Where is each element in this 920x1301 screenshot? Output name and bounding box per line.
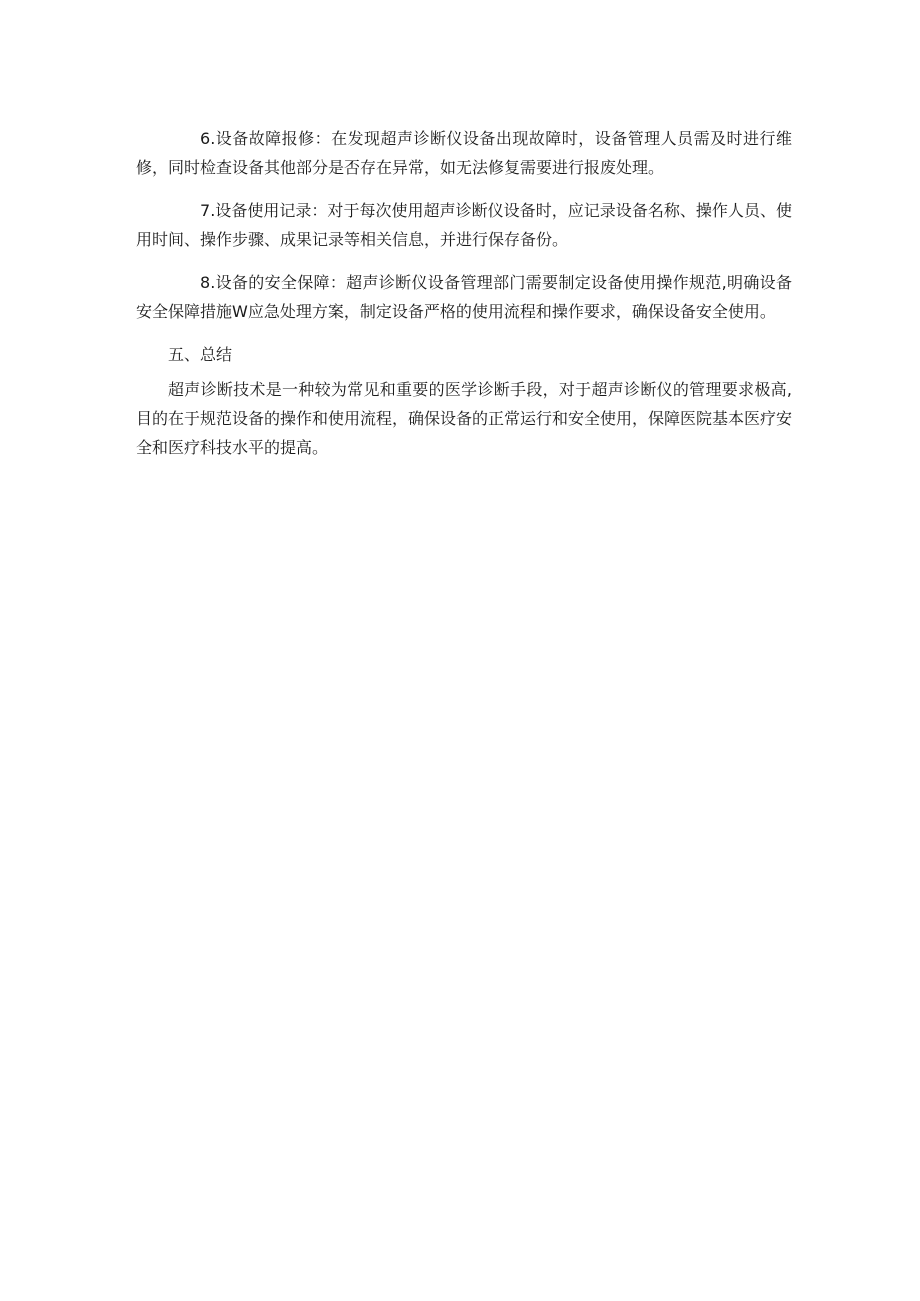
list-item bbox=[136, 268, 792, 326]
summary-paragraph: 超声诊断技术是一种较为常见和重要的医学诊断手段，对于超声诊断仪的管理要求极高,目的在于规范设备的操作和使用流程，确保设备的正常运行和安全使用，保障医院基本医疗安全和医疗科技水平的提高。 bbox=[136, 380, 793, 457]
item-text: .设备使用记录：对于每次使用超声诊断仪设备时，应记录设备名称、操作人员、使用时间、操作步骤、成果记录等相关信息，并进行保存备份。 bbox=[136, 201, 792, 249]
item-number: 7 bbox=[200, 201, 211, 220]
item-text: .设备的安全保障：超声诊断仪设备管理部门需要制定设备使用操作规范,明确设备安全保障措施W应急处理方案，制定设备严格的使用流程和操作要求，确保设备安全使用。 bbox=[136, 273, 792, 321]
item-number: 6 bbox=[200, 129, 211, 148]
section-heading: 五、总结 bbox=[168, 345, 233, 364]
list-item bbox=[136, 196, 792, 254]
item-number: 8 bbox=[200, 273, 211, 292]
document-body bbox=[136, 124, 792, 462]
list-item bbox=[136, 124, 792, 182]
item-text: .设备故障报修：在发现超声诊断仪设备出现故障时，设备管理人员需及时进行维修，同时检查设备其他部分是否存在异常，如无法修复需要进行报废处理。 bbox=[136, 129, 792, 177]
